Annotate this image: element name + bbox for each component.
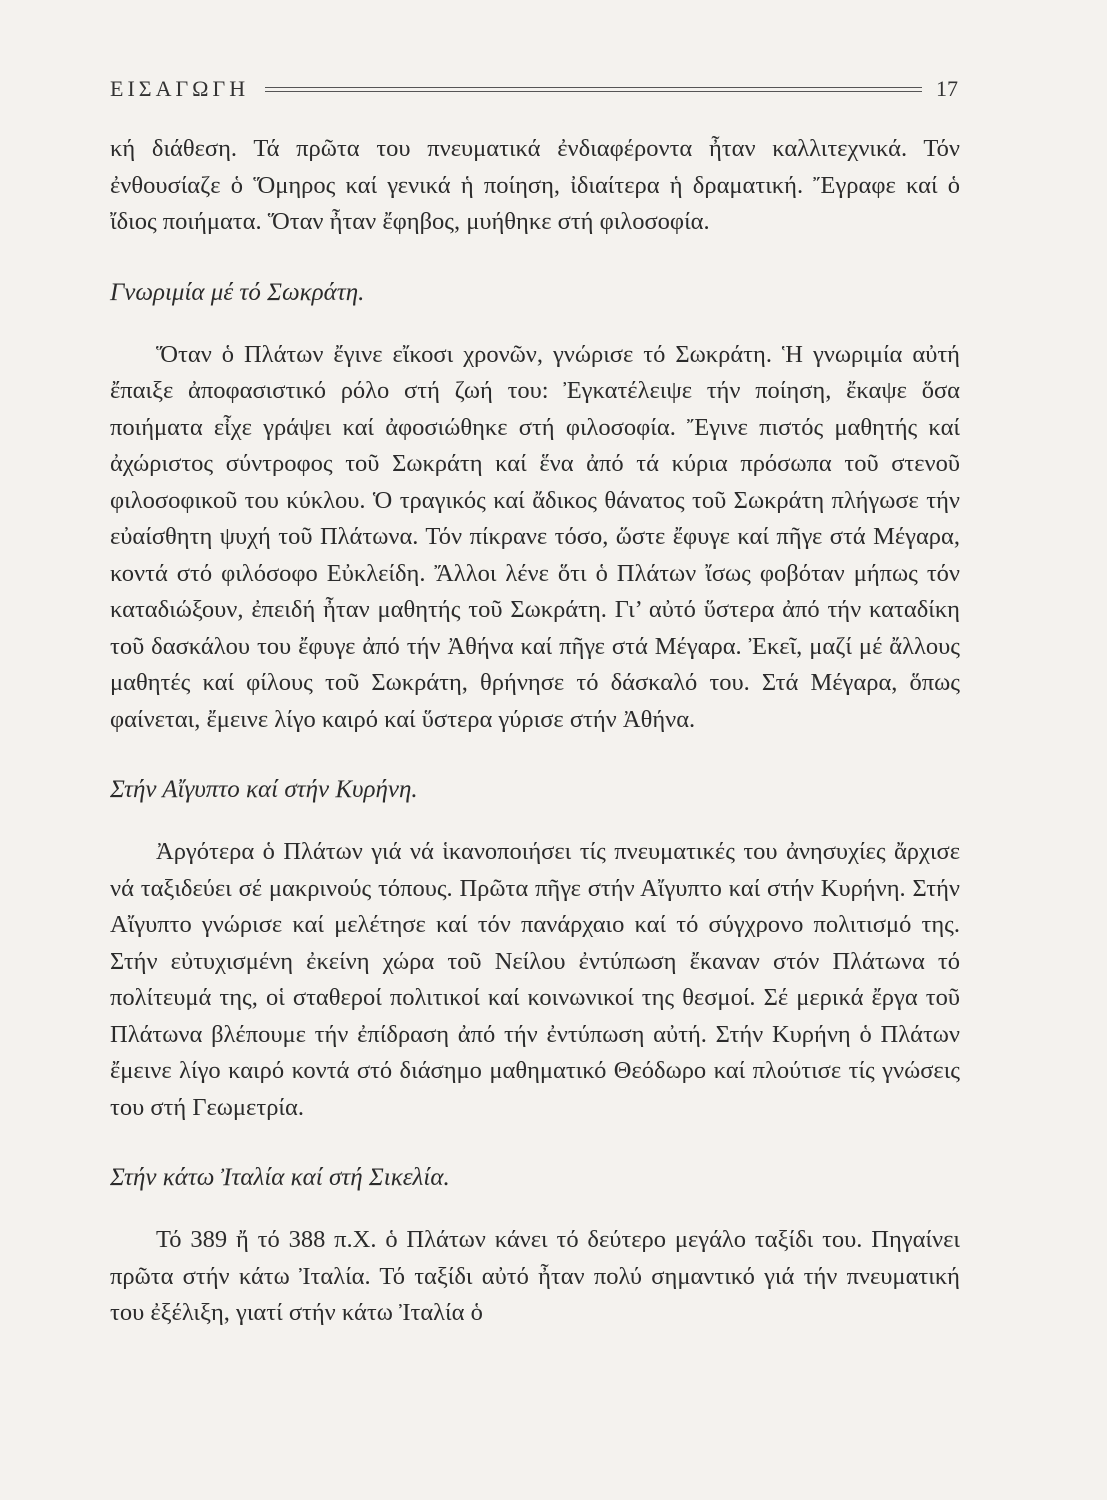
running-header (110, 74, 958, 104)
header-double-rule (265, 87, 922, 92)
body-text (110, 131, 960, 1332)
section-heading-italy: Στήν κάτω Ἰταλία καί στή Σικελία. (110, 1164, 450, 1191)
section-heading-socrates: Γνωριμία μέ τό Σωκράτη. (110, 278, 365, 306)
paragraph-socrates: Ὅταν ὁ Πλάτων ἔγινε εἴκοσι χρονῶν, γνώρισε τό Σωκράτη. Ἡ γνωριμία αὐτή ἔπαιξε ἀποφασιστικό ρόλο στή ζωή του: Ἐγκατέλειψε τήν ποίηση, ἔκαψε ὅσα ποιήματα εἶχε γράψει καί ἀφοσιώθηκε στή φιλοσοφία. Ἔγινε πιστός μαθητής καί ἀχώριστος σύντροφος τοῦ Σωκράτη καί ἕνα ἀπό τά κύρια πρόσωπα τοῦ στενοῦ φιλοσοφικοῦ του κύκλου. Ὁ τραγικός καί ἄδικος θάνατος τοῦ Σωκράτη πλήγωσε τήν εὐαίσθητη ψυχή τοῦ Πλάτωνα. Τόν πίκρανε τόσο, ὥστε ἔφυγε καί πῆγε στά Μέγαρα, κοντά στό φιλόσοφο Εὐκλείδη. Ἄλλοι λένε ὅτι ὁ Πλάτων ἴσως φοβόταν μήπως τόν καταδιώξουν, ἐπειδή ἦταν μαθητής τοῦ Σωκράτη. Γι’ αὐτό ὕστερα ἀπό τήν καταδίκη τοῦ δασκάλου του ἔφυγε ἀπό τήν Ἀθήνα καί πῆγε στά Μέγαρα. Ἐκεῖ, μαζί μέ ἄλλους μαθητές καί φίλους τοῦ Σωκράτη, θρήνησε τό δάσκαλό του. Στά Μέγαρα, ὅπως φαίνεται, ἔμεινε λίγο καιρό καί ὕστερα γύρισε στήν Ἀθήνα. (110, 340, 960, 733)
section-heading-egypt: Στήν Αἴγυπτο καί στήν Κυρήνη. (110, 776, 418, 803)
chapter-title: ΕΙΣΑΓΩΓΗ (110, 76, 250, 101)
paragraph-egypt: Ἀργότερα ὁ Πλάτων γιά νά ἱκανοποιήσει τίς πνευματικές του ἀνησυχίες ἄρχισε νά ταξιδεύει σέ μακρινούς τόπους. Πρῶτα πῆγε στήν Αἴγυπτο καί στήν Κυρήνη. Στήν Αἴγυπτο γνώρισε καί μελέτησε καί τόν πανάρχαιο καί τό σύγχρονο πολιτισμό της. Στήν εὐτυχισμένη ἐκείνη χώρα τοῦ Νείλου ἐντύπωση ἔκαναν στόν Πλάτωνα τό πολίτευμά της, οἱ σταθεροί πολιτικοί καί κοινωνικοί της θεσμοί. Σέ μερικά ἔργα τοῦ Πλάτωνα βλέπουμε τήν ἐπίδραση ἀπό τήν ἐντύπωση αὐτή. Στήν Κυρήνη ὁ Πλάτων ἔμεινε λίγο καιρό κοντά στό διάσημο μαθηματικό Θεόδωρο καί πλούτισε τίς γνώσεις του στή Γεωμετρία. (110, 838, 960, 1121)
paragraph-italy: Τό 389 ἤ τό 388 π.Χ. ὁ Πλάτων κάνει τό δεύτερο μεγάλο ταξίδι του. Πηγαίνει πρῶτα στήν κάτω Ἰταλία. Τό ταξίδι αὐτό ἦταν πολύ σημαντικό γιά τήν πνευματική του ἐξέλιξη, γιατί στήν κάτω Ἰταλία ὁ (110, 1226, 960, 1326)
page-number: 17 (936, 76, 958, 101)
intro-paragraph: κή διάθεση. Τά πρῶτα του πνευματικά ἐνδιαφέροντα ἦταν καλλιτεχνικά. Τόν ἐνθουσίαζε ὁ Ὅμηρος καί γενικά ἡ ποίηση, ἰδιαίτερα ἡ δραματική. Ἔγραφε καί ὁ ἴδιος ποιήματα. Ὅταν ἦταν ἔφηβος, μυήθηκε στή φιλοσοφία. (110, 135, 960, 235)
